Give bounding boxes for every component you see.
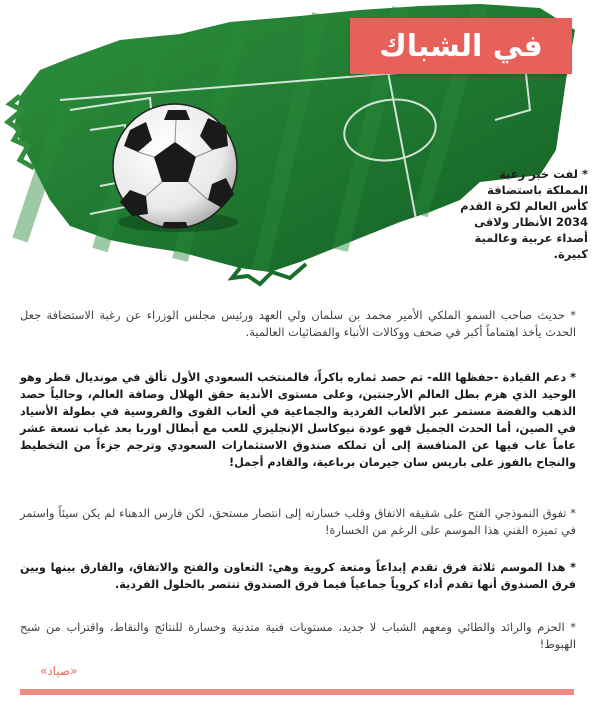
section-title-box xyxy=(350,18,572,74)
section-title: في الشباك xyxy=(379,28,543,64)
football-icon xyxy=(113,104,237,228)
bottom-divider xyxy=(20,689,574,695)
author-signature: «صياد» xyxy=(40,664,78,678)
paragraph-2: * دعم القيادة -حفظها الله- تم حصد ثماره باكراً، فالمنتخب السعودي الأول تألق في مونديال قطر وهو الوحيد الذي هزم بطل العالم الأرجنتين، وعلى مستوى الأندية حقق الهلال وصافة العالم، وحالياً حصد الذهب والفضة مستمر عبر الألعاب الفردية والجماعية في ألعاب القوى والفروسية في بطولة الأسياد في الصين، أما الحدث الجميل فهو عودة نيوكاسل الإنجليزي للعب مع أبطال اوربا بعد غياب تسعة عشر عاماً غاب فيها عن المنافسة إلى أن تملكه صندوق الاستثمارات السعودي وترجم جزءاً من التخطيط والنجاح بالفوز على باريس سان جيرمان برباعية، والقادم أجمل! xyxy=(20,371,576,470)
paragraph-3: * تفوق النموذجي الفتح على شقيقه الاتفاق وقلب خسارته إلى انتصار مستحق، لكن فارس الدهناء لم يكن سيئاً واستمر في تميزه الفني هذا الموسم على الرغم من الخسارة! xyxy=(20,506,576,537)
paragraph-4: * هذا الموسم ثلاثة فرق تقدم إبداعاً ومتعة كروية وهي: التعاون والفتح والاتفاق، والفارق بينها وبين فرق الصندوق أنها تقدم أداء كروياً جماعياً فيما فرق الصندوق تنتصر بالحلول الفردية. xyxy=(20,561,576,592)
paragraph-5: * الحزم والرائد والطائي ومعهم الشباب لا جديد، مستويات فنية متدنية وخسارة للنتائج والنقاط، واقتراب من شبح الهبوط! xyxy=(20,620,576,651)
paragraph-1: * حديث صاحب السمو الملكي الأمير محمد بن سلمان ولي العهد ورئيس مجلس الوزراء عن رغبة الاستضافة جعل الحدث يأخذ اهتماماً أكبر في صحف ووكالات الأنباء والفضائيات العالمية. xyxy=(20,308,576,339)
intro-text: * لفت خبر رغبة المملكة باستضافة كأس العالم لكرة القدم 2034 الأنظار ولاقى أصداء عربية وعالمية كبيرة. xyxy=(460,167,588,261)
